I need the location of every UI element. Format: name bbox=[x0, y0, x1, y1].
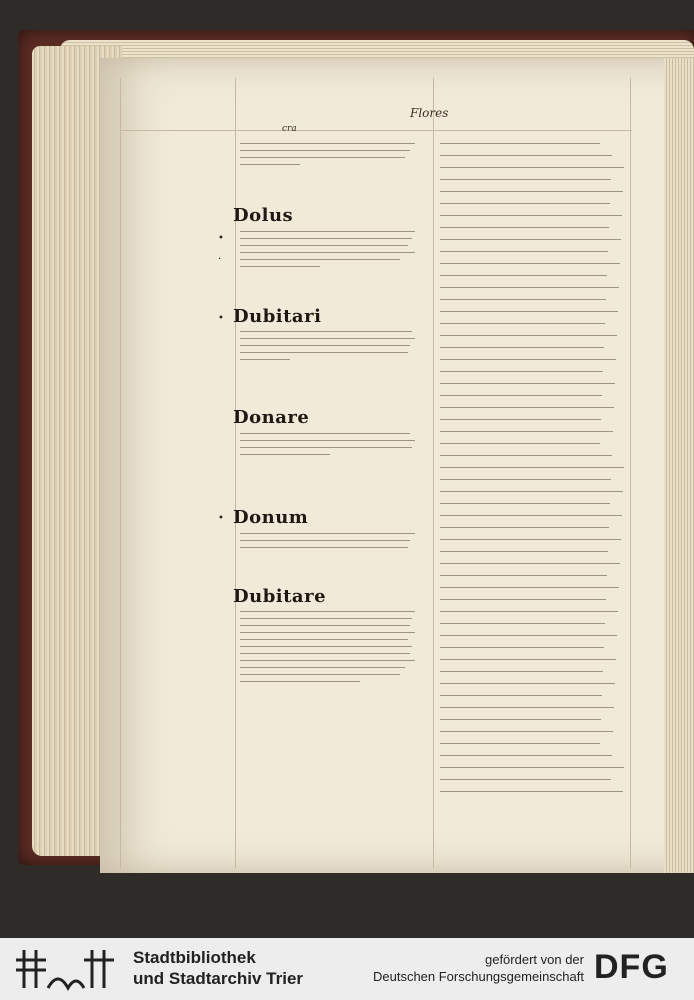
margin-mark: • bbox=[218, 233, 224, 244]
handwriting-line bbox=[440, 695, 602, 696]
handwriting-line bbox=[440, 479, 611, 480]
handwriting-line bbox=[440, 299, 606, 300]
lemma-heading: Dubitari bbox=[233, 306, 322, 327]
lemma-heading: Dolus bbox=[233, 205, 294, 226]
handwriting-line bbox=[440, 215, 622, 216]
ruling-line bbox=[433, 78, 434, 868]
page-edges-top bbox=[60, 40, 694, 60]
handwriting-line bbox=[440, 683, 615, 684]
lemma-heading: Donare bbox=[233, 407, 310, 428]
handwriting-line bbox=[440, 287, 619, 288]
handwriting-line bbox=[440, 467, 624, 468]
page-edges-right bbox=[664, 58, 694, 873]
handwriting-line bbox=[440, 743, 600, 744]
handwriting-line bbox=[440, 407, 614, 408]
lemma-heading: Dubitare bbox=[233, 586, 327, 607]
library-logo-icon bbox=[14, 946, 124, 992]
handwriting-line bbox=[440, 323, 605, 324]
handwriting-line bbox=[440, 671, 603, 672]
ruling-line bbox=[630, 78, 631, 868]
handwriting-line bbox=[440, 383, 615, 384]
lemma-heading: Donum bbox=[233, 507, 309, 528]
handwriting-line bbox=[440, 203, 610, 204]
funder-line2: Deutschen Forschungsgemeinschaft bbox=[372, 969, 584, 984]
handwriting-line bbox=[440, 635, 617, 636]
handwriting-line bbox=[440, 491, 623, 492]
text-block bbox=[240, 606, 420, 688]
text-column-right bbox=[440, 138, 625, 803]
handwriting-line bbox=[440, 707, 614, 708]
handwriting-line bbox=[440, 515, 622, 516]
handwriting-line bbox=[440, 155, 612, 156]
handwriting-line bbox=[440, 227, 609, 228]
handwriting-line bbox=[440, 779, 611, 780]
running-heading: Flores bbox=[410, 106, 449, 120]
margin-mark: • bbox=[218, 313, 224, 324]
funder-line1: gefördert von der bbox=[484, 952, 584, 967]
ruling-line bbox=[120, 130, 632, 131]
handwriting-line bbox=[440, 431, 613, 432]
institution-line1: Stadtbibliothek bbox=[133, 948, 256, 967]
handwriting-line bbox=[440, 767, 624, 768]
handwriting-line bbox=[440, 443, 600, 444]
handwriting-line bbox=[440, 731, 613, 732]
manuscript-page bbox=[100, 58, 694, 873]
handwriting-line bbox=[440, 623, 605, 624]
handwriting-line bbox=[440, 275, 607, 276]
top-note: cra bbox=[282, 124, 297, 134]
ruling-line bbox=[120, 78, 121, 868]
text-block bbox=[240, 226, 420, 273]
ruling-line bbox=[235, 78, 236, 868]
handwriting-line bbox=[440, 551, 608, 552]
handwriting-line bbox=[440, 359, 616, 360]
handwriting-line bbox=[440, 539, 621, 540]
handwriting-line bbox=[440, 191, 623, 192]
handwriting-line bbox=[440, 239, 621, 240]
handwriting-line bbox=[440, 611, 618, 612]
handwriting-line bbox=[440, 755, 612, 756]
handwriting-line bbox=[440, 599, 606, 600]
handwriting-line bbox=[440, 311, 618, 312]
dfg-logo: DFG bbox=[594, 948, 669, 986]
institution-line2: und Stadtarchiv Trier bbox=[133, 969, 304, 988]
handwriting-line bbox=[440, 503, 610, 504]
text-block bbox=[240, 528, 420, 554]
text-block bbox=[240, 326, 420, 366]
handwriting-line bbox=[440, 347, 604, 348]
handwriting-line bbox=[440, 335, 617, 336]
handwriting-line bbox=[440, 263, 620, 264]
handwriting-line bbox=[440, 575, 607, 576]
handwriting-line bbox=[440, 647, 604, 648]
handwriting-line bbox=[440, 143, 600, 144]
handwriting-line bbox=[440, 419, 601, 420]
handwriting-line bbox=[440, 251, 608, 252]
handwriting-line bbox=[440, 371, 603, 372]
handwriting-line bbox=[440, 167, 624, 168]
margin-mark: · bbox=[218, 254, 222, 265]
handwriting-line bbox=[440, 719, 601, 720]
text-block bbox=[240, 138, 420, 171]
text-block bbox=[240, 428, 420, 461]
margin-mark: • bbox=[218, 513, 224, 524]
handwriting-line bbox=[440, 563, 620, 564]
handwriting-line bbox=[440, 455, 612, 456]
handwriting-line bbox=[440, 587, 619, 588]
handwriting-line bbox=[440, 527, 609, 528]
handwriting-line bbox=[440, 179, 611, 180]
handwriting-line bbox=[440, 791, 623, 792]
handwriting-line bbox=[440, 659, 616, 660]
handwriting-line bbox=[440, 395, 602, 396]
footer-bar bbox=[0, 938, 694, 1000]
